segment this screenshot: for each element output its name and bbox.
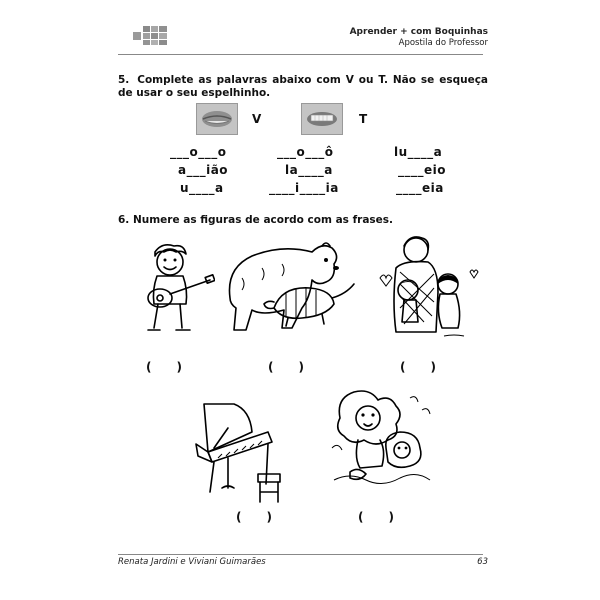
boy-playing-guitar-illustration xyxy=(130,240,215,340)
lions-illustration xyxy=(330,388,435,493)
bear-and-armadillo-illustration xyxy=(222,238,362,338)
mouth-t-image xyxy=(301,103,343,135)
page-number: 63 xyxy=(477,557,488,567)
header-divider xyxy=(118,54,483,55)
question-6-text: Numere as figuras de acordo com as frases. xyxy=(132,214,394,226)
word-blank: ___o___o xyxy=(170,145,227,159)
boquinhas-logo xyxy=(133,24,169,46)
answer-box[interactable]: ( ) xyxy=(236,510,273,524)
header-subtitle: Apostila do Professor xyxy=(398,38,488,48)
answer-box[interactable]: ( ) xyxy=(146,360,183,374)
question-6-number: 6. xyxy=(118,214,130,226)
word-blank: u____a xyxy=(180,181,224,195)
footer-divider xyxy=(118,554,483,555)
question-6-prompt xyxy=(118,214,393,227)
answer-box[interactable]: ( ) xyxy=(358,510,395,524)
family-hugging-illustration xyxy=(374,232,479,342)
piano-illustration xyxy=(188,398,288,508)
word-blank: ____eia xyxy=(396,181,444,195)
question-5-number: 5. xyxy=(118,74,130,86)
word-blank: la____a xyxy=(285,163,333,177)
question-5-prompt xyxy=(118,74,488,100)
letter-t: T xyxy=(359,112,368,126)
footer-authors: Renata Jardini e Viviani Guimarães xyxy=(118,557,266,567)
word-blank: a___ião xyxy=(178,163,229,177)
answer-box[interactable]: ( ) xyxy=(400,360,437,374)
word-blank: ____eio xyxy=(398,163,446,177)
word-blank: ___o___ô xyxy=(277,145,334,159)
word-blank: ____i____ia xyxy=(269,181,339,195)
word-blank: lu____a xyxy=(394,145,443,159)
header-title: Aprender + com Boquinhas xyxy=(349,27,488,37)
letter-v: V xyxy=(252,112,262,126)
answer-box[interactable]: ( ) xyxy=(268,360,305,374)
mouth-v-image xyxy=(196,103,238,135)
question-5-text: Complete as palavras abaixo com V ou T. Não se esqueça de usar o seu espelhinho. xyxy=(118,74,489,99)
